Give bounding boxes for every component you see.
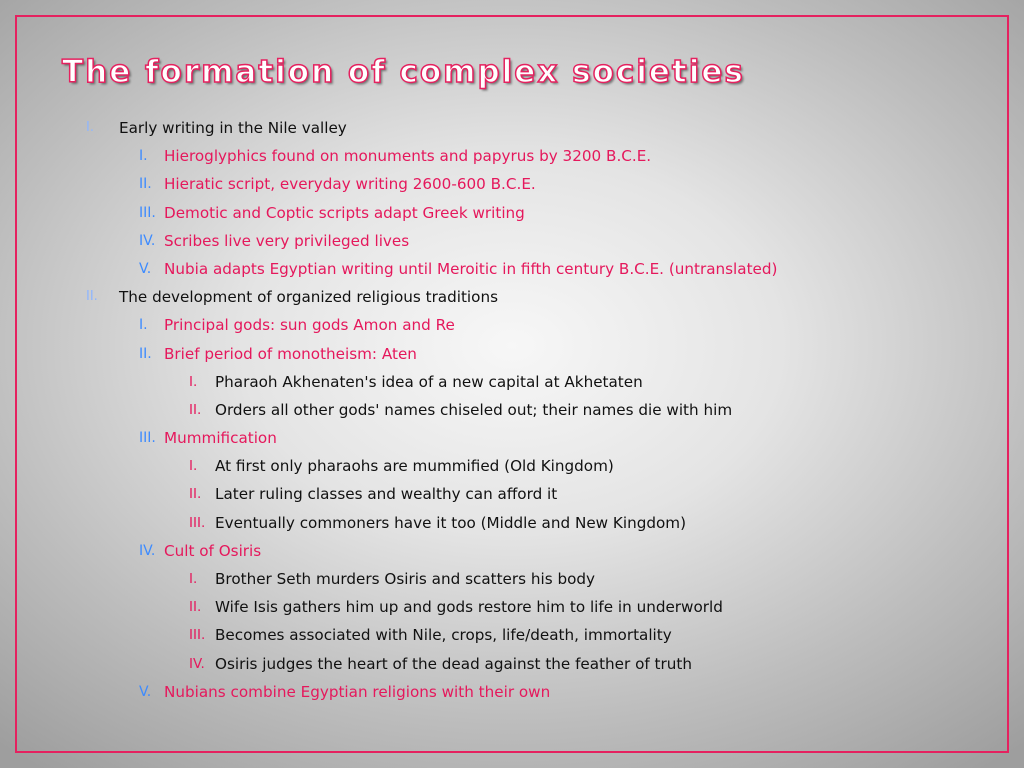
outline-marker: IV. xyxy=(139,232,156,249)
outline-item xyxy=(0,340,1000,368)
outline-marker: I. xyxy=(189,571,198,587)
outline-item xyxy=(0,368,1000,396)
outline-marker: II. xyxy=(139,176,152,193)
outline-item xyxy=(0,227,1000,255)
outline-item xyxy=(0,199,1000,227)
outline-text: Nubians combine Egyptian religions with their own xyxy=(164,682,551,701)
outline-text: Brother Seth murders Osiris and scatters his body xyxy=(215,570,596,588)
outline-marker: II. xyxy=(189,599,202,616)
outline-marker: III. xyxy=(189,627,206,644)
outline-text: Brief period of monotheism: Aten xyxy=(164,344,417,363)
outline-text: Pharaoh Akhenaten's idea of a new capital at Akhetaten xyxy=(215,372,643,391)
outline-marker: III. xyxy=(139,204,156,221)
outline-item xyxy=(0,311,1000,339)
outline-text: Mummification xyxy=(164,429,277,448)
outline-item xyxy=(0,396,1000,424)
outline-item xyxy=(0,593,1000,621)
outline-marker: III. xyxy=(139,430,156,447)
outline-item xyxy=(0,452,1000,480)
outline-marker: V. xyxy=(139,683,152,700)
outline-text: Osiris judges the heart of the dead against the feather of truth xyxy=(215,654,692,673)
outline-marker: IV. xyxy=(189,655,205,672)
outline-item xyxy=(0,621,1000,649)
outline-text: Orders all other gods' names chiseled out; their names die with him xyxy=(215,400,733,419)
outline-item xyxy=(0,509,1000,537)
outline-marker: I. xyxy=(189,458,198,475)
outline-item xyxy=(0,480,1000,508)
outline-text: Principal gods: sun gods Amon and Re xyxy=(164,316,455,335)
outline-marker: II. xyxy=(189,401,202,418)
outline-text: Later ruling classes and wealthy can afford it xyxy=(215,485,558,504)
outline-item xyxy=(0,283,1000,311)
outline-item xyxy=(0,255,1000,283)
outline-text: Nubia adapts Egyptian writing until Meroitic in fifth century B.C.E. (untranslated) xyxy=(164,259,778,278)
outline-text: At first only pharaohs are mummified (Old Kingdom) xyxy=(215,457,614,476)
outline-marker: V. xyxy=(139,260,152,277)
outline-text: Becomes associated with Nile, crops, life/death, immortality xyxy=(215,626,672,645)
outline-item xyxy=(0,565,1000,593)
slide-title: The formation of complex societies xyxy=(62,54,745,90)
outline-marker: II. xyxy=(139,345,152,362)
outline-item xyxy=(0,170,1000,198)
outline-list xyxy=(0,114,1000,706)
outline-item xyxy=(0,114,1000,142)
outline-marker: III. xyxy=(189,514,206,531)
outline-item xyxy=(0,678,1000,706)
outline-marker: II. xyxy=(86,289,98,305)
outline-text: Hieratic script, everyday writing 2600-600 B.C.E. xyxy=(164,175,536,194)
outline-text: Wife Isis gathers him up and gods restore him to life in underworld xyxy=(215,598,723,617)
outline-marker: I. xyxy=(189,373,198,390)
outline-text: The development of organized religious traditions xyxy=(119,288,498,307)
outline-text: Eventually commoners have it too (Middle and New Kingdom) xyxy=(215,513,687,532)
outline-marker: I. xyxy=(86,120,94,135)
outline-item xyxy=(0,424,1000,452)
outline-marker: I. xyxy=(139,317,148,334)
outline-marker: II. xyxy=(189,486,202,503)
outline-item xyxy=(0,537,1000,565)
outline-text: Early writing in the Nile valley xyxy=(119,119,347,137)
outline-marker: IV. xyxy=(139,542,156,559)
outline-item xyxy=(0,650,1000,678)
outline-marker: I. xyxy=(139,148,148,165)
outline-item xyxy=(0,142,1000,170)
outline-text: Cult of Osiris xyxy=(164,541,262,560)
outline-text: Scribes live very privileged lives xyxy=(164,231,410,250)
outline-text: Hieroglyphics found on monuments and papyrus by 3200 B.C.E. xyxy=(164,147,652,166)
outline-text: Demotic and Coptic scripts adapt Greek writing xyxy=(164,203,525,222)
